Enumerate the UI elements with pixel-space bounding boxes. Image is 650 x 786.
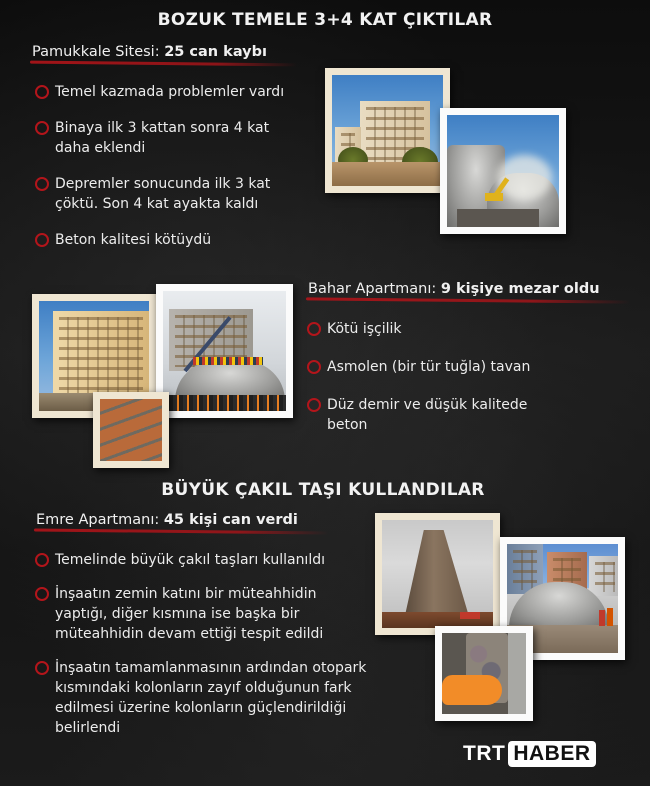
red-brush-underline bbox=[30, 61, 297, 67]
pamukkale-heading bbox=[32, 44, 267, 60]
list-item: Depremler sonucunda ilk 3 kat çöktü. Son 4 kat ayakta kaldı bbox=[35, 174, 300, 214]
logo-trt: TRT bbox=[463, 742, 506, 765]
list-item: Temelinde büyük çakıl taşları kullanıldı bbox=[35, 550, 375, 570]
emre-heading bbox=[36, 512, 298, 528]
emre-name: Emre Apartmanı: bbox=[36, 512, 160, 528]
list-item: Asmolen (bir tür tuğla) tavan bbox=[307, 357, 597, 377]
list-item: Temel kazmada problemler vardı bbox=[35, 82, 325, 102]
section-title-bad-foundation: BOZUK TEMELE 3+4 KAT ÇIKTILAR bbox=[157, 10, 493, 30]
logo-haber: HABER bbox=[508, 741, 595, 767]
red-brush-underline bbox=[306, 297, 630, 303]
pamukkale-name: Pamukkale Sitesi: bbox=[32, 44, 160, 60]
demolition-rubble-excavator-photo bbox=[440, 108, 566, 234]
red-ring-bullet-icon bbox=[35, 121, 49, 135]
list-item: Kötü işçilik bbox=[307, 319, 597, 339]
bahar-name: Bahar Apartmanı: bbox=[308, 281, 437, 297]
red-brush-underline bbox=[34, 528, 328, 534]
list-item: İnşaatın zemin katını bir müteahhidin yaptığı, diğer kısmına ise başka bir müteahhidin devam ettiği tespit edildi bbox=[35, 584, 345, 644]
emre-casualties: 45 kişi can verdi bbox=[163, 512, 298, 528]
hollow-brick-slab-photo bbox=[93, 392, 169, 468]
red-ring-bullet-icon bbox=[35, 233, 49, 247]
bahar-bullet-list bbox=[307, 319, 597, 435]
tall-apartment-building-photo bbox=[375, 513, 500, 635]
concrete-core-sample-photo bbox=[435, 626, 533, 721]
red-ring-bullet-icon bbox=[307, 322, 321, 336]
emre-bullet-list bbox=[35, 550, 375, 738]
red-ring-bullet-icon bbox=[307, 360, 321, 374]
section-title-large-gravel: BÜYÜK ÇAKIL TAŞI KULLANDILAR bbox=[161, 480, 485, 500]
pamukkale-bullet-list bbox=[35, 82, 325, 250]
red-ring-bullet-icon bbox=[35, 177, 49, 191]
list-item: Düz demir ve düşük kalitede beton bbox=[307, 395, 557, 435]
list-item: Binaya ilk 3 kattan sonra 4 kat daha eklendi bbox=[35, 118, 300, 158]
pamukkale-casualties: 25 can kaybı bbox=[164, 44, 267, 60]
red-ring-bullet-icon bbox=[35, 553, 49, 567]
list-item: Beton kalitesi kötüydü bbox=[35, 230, 325, 250]
bahar-casualties: 9 kişiye mezar oldu bbox=[440, 281, 600, 297]
red-ring-bullet-icon bbox=[35, 85, 49, 99]
bahar-heading bbox=[308, 281, 600, 297]
collapsed-building-rescue-photo bbox=[156, 284, 293, 418]
trt-haber-logo bbox=[463, 741, 596, 767]
red-ring-bullet-icon bbox=[307, 398, 321, 412]
red-ring-bullet-icon bbox=[35, 661, 49, 675]
list-item: İnşaatın tamamlanmasının ardından otopark kısmındaki kolonların zayıf olduğunun fark edilmesi üzerine kolonların güçlendirildiği belirlendi bbox=[35, 658, 375, 738]
red-ring-bullet-icon bbox=[35, 587, 49, 601]
standing-apartment-building-photo bbox=[325, 68, 450, 193]
